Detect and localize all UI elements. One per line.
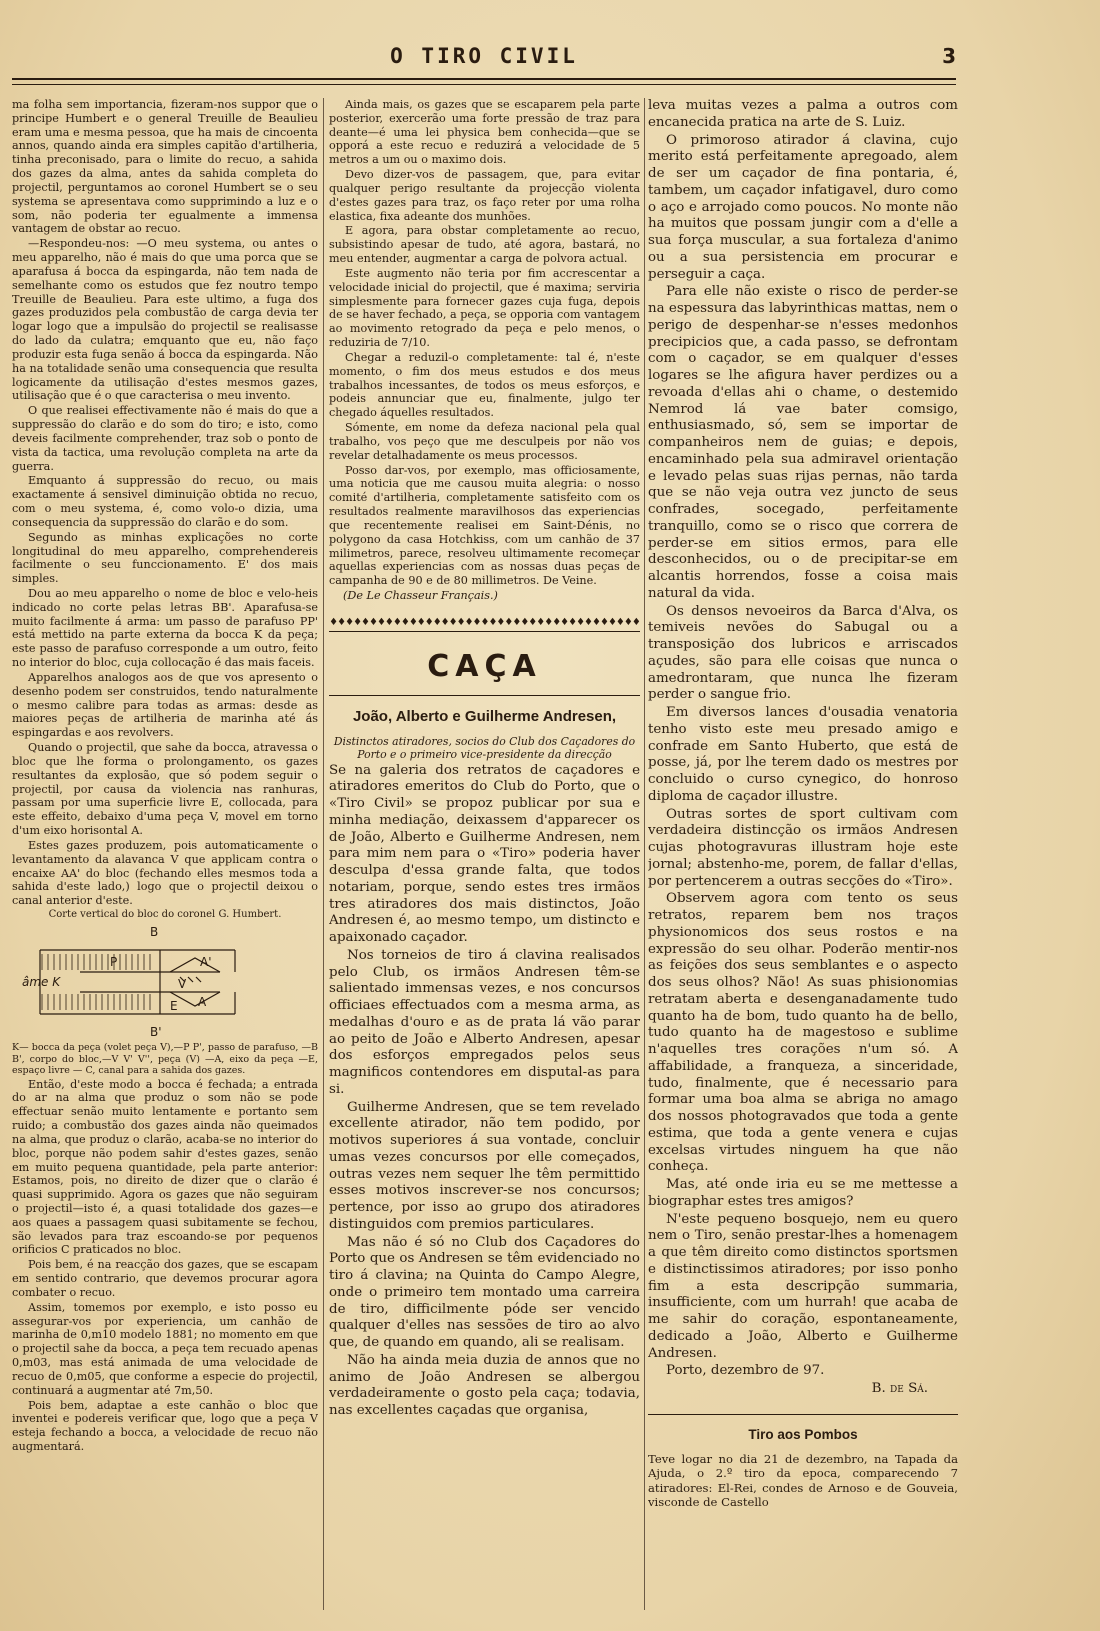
paragraph: leva muitas vezes a palma a outros com encanecida pratica na arte de S. Luiz. — [648, 98, 958, 130]
paragraph: Segundo as minhas explicações no corte longitudinal do meu apparelho, comprehendereis facilmente o seu funccionamento. E' dos mais simples. — [12, 530, 318, 586]
paragraph: Mas não é só no Club dos Caçadores do Porto que os Andresen se têm evidenciado no tiro á clavina; na Quinta do Campo Alegre, onde o primeiro tem montado uma carreira de tiro, difficilmente póde ser vencido qualquer d'elles nas sessões de tiro ao alvo que, de quando em quando, ali se realisam. — [329, 1234, 640, 1351]
ornament-divider: ♦♦♦♦♦♦♦♦♦♦♦♦♦♦♦♦♦♦♦♦♦♦♦♦♦♦♦♦♦♦♦♦♦♦♦♦♦♦♦ — [329, 617, 640, 632]
paragraph: Sómente, em nome da defeza nacional pela qual trabalho, vos peço que me desculpeis por não vos revelar detalhadamente os meus processos. — [329, 421, 640, 462]
paragraph: Pois bem, adaptae a este canhão o bloc que inventei e podereis verificar que, logo que a peça V esteja fechando a bocca, a velocidade de recuo não augmentará. — [12, 1398, 318, 1454]
paragraph: Chegar a reduzil-o completamente: tal é, n'este momento, o fim dos meus estudos e dos meus trabalhos incessantes, de todos os meus esforços, e podeis annunciar que eu, finalmente, julgo ter chegado áquelles resultados. — [329, 350, 640, 420]
paragraph: O que realisei effectivamente não é mais do que a suppressão do clarão e do som do tiro; e isto, como deveis facilmente comprehender, traz sob o ponto de vista da tactica, uma revolução completa na arte da guerra. — [12, 404, 318, 473]
author-signature: B. de Sá. — [871, 1381, 928, 1396]
paragraph: Pois bem, é na reacção dos gazes, que se escapam em sentido contrario, que devemos procurar agora combater o recuo. — [12, 1258, 318, 1299]
column-divider — [323, 98, 324, 1610]
paragraph: Quando o projectil, que sahe da bocca, atravessa o bloc que lhe forma o prolongamento, os gazes resultantes da explosão, que só podem seguir o projectil, por causa da violencia nas ranhuras, passam por uma superficie livre E, collocada, para este effeito, debaixo d'uma peça V, movel em torno d'um eixo horisontal A. — [12, 741, 318, 838]
article-body — [329, 763, 640, 1420]
paragraph: Não ha ainda meia duzia de annos que no animo de João Andresen se albergou verdadeiramente o gosto pela caça; todavia, nas excellentes caçadas que organisa, — [329, 1352, 640, 1419]
paragraph: Para elle não existe o risco de perder-se na espessura das labyrinthicas mattas, nem o perigo de despenhar-se n'esses medonhos precipicios que, a cada passo, se defrontam com o caçador, se em qualquer d'esses logares se lhe afigura haver perdizes ou a revoada d'ellas ahi o chame, o destemido Nemrod lá vae bater comsigo, enthusiasmado, só, sem se importar de companheiros nem de guias; e depois, encaminhado pela sua admiravel orientação e levado pelas suas rijas pernas, não tarda que se não veja outra vez juncto de seus confrades, socegado, perfeitamente tranquillo, como se o risco que correra de perder-se em sitios ermos, para elle desconhecidos, ou o de precipitar-se em alcantis horrendos, fosse a coisa mais natural da vida. — [648, 284, 958, 601]
figure-label-a-prime: A' — [200, 955, 212, 970]
paragraph: Dou ao meu apparelho o nome de bloc e velo-heis indicado no corte pelas letras BB'. Aparafusa-se muito facilmente á arma: um passo de parafuso PP' está mettido na parte externa da bocca K da peça; este passo de parafuso corresponde a um outro, feito no interior do bloc, cuja collocação é das mais faceis. — [12, 586, 318, 670]
article-title: João, Alberto e Guilherme Andresen, — [329, 695, 640, 727]
paragraph: Se na galeria dos retratos de caçadores e atiradores emeritos do Club do Porto, que o «Tiro Civil» se propoz publicar por sua e minha mediação, deixassem d'apparecer os de João, Alberto e Guilherme Andresen, nem para mim nem para o «Tiro» poderia haver desculpa d'essa grande falta, que todos notariam, porque, sendo estes tres irmãos tres atiradores dos mais distinctos, João Andresen é, ao mesmo tempo, um distincto e apaixonado caçador. — [329, 762, 640, 946]
paragraph: Nos torneios de tiro á clavina realisados pelo Club, os irmãos Andresen têm-se salientado immensas vezes, e nos concursos officiaes effectuados com a mesma arma, as medalhas d'ouro e as de prata lá vão parar ao peito de João e Alberto Andresen, apesar dos esforços empregados pelos seus magnificos contendores em disputal-as para si. — [329, 947, 640, 1097]
bloc-cross-section-figure — [20, 922, 310, 1042]
paragraph: Emquanto á suppressão do recuo, ou mais exactamente á sensivel diminuição obtida no recuo, com o meu systema, é, como volo-o dizia, uma consequencia da suppressão do clarão e do som. — [12, 474, 318, 529]
paragraph: —Respondeu-nos: —O meu systema, ou antes o meu apparelho, não é mais do que uma porca que se aparafusa á bocca da espingarda, não tem nada de semelhante como os estudos que fez noutro tempo Treuille de Beaulieu. Para este ultimo, a fuga dos gazes produzidos pela combustão de carga devia ter logar logo que a impulsão do projectil se realisasse do lado da culatra; emquanto que eu, não faço produzir esta fuga senão á bocca da espingarda. Não ha na totalidade senão uma consequencia que resulta logicamente da utilisação d'estes mesmos gazes, utilisação que é o que caracterisa o meu invento. — [12, 237, 318, 403]
column-3 — [648, 98, 958, 1610]
column-divider — [644, 98, 645, 1610]
newspaper-title: O TIRO CIVIL — [390, 44, 578, 68]
section-title-caca: CAÇA — [427, 649, 542, 685]
paragraph: Em diversos lances d'ousadia venatoria tenho visto este meu presado amigo e confrade em Santo Huberto, que está de posse, já, por lhe terem dado os mestres por concluido o curso cynegico, do honroso diploma de caçador illustre. — [648, 705, 958, 804]
subsection-title: Tiro aos Pombos — [648, 1414, 958, 1444]
page-header — [12, 36, 956, 76]
page-number: 3 — [942, 44, 956, 68]
figure-label-v: V — [178, 977, 187, 992]
figure-legend: K— bocca da peça (volet peça V),—P P', passo de parafuso, —B B', corpo do bloc,—V V' V'', peça (V) —A, eixo da peça —E, espaço livre — C, canal para a sahida dos gazes. — [12, 1042, 318, 1077]
paragraph: Estes gazes produzem, pois automaticamente o levantamento da alavanca V que applicam contra o encaixe AA' do bloc (fechando elles mesmos toda a sahida d'este lado,) logo que o projectil deixou o canal anterior d'este. — [12, 838, 318, 908]
paragraph: Apparelhos analogos aos de que vos apresento o desenho podem ser construidos, tendo naturalmente o mesmo calibre para todas as armas: desde as maiores peças de artilheria de marinha até ás espingardas e aos revolvers. — [12, 670, 318, 740]
column-2 — [329, 98, 640, 1610]
paragraph: O primoroso atirador á clavina, cujo merito está perfeitamente apregoado, alem de ser um caçador de fina pontaria, é, tambem, um caçador infatigavel, duro como o aço e arrojado como poucos. No monte não ha muitos que possam jungir com a d'elle a sua força muscular, a sua fortaleza d'animo ou a sua persistencia em procurar e perseguir a caça. — [648, 132, 958, 282]
article-subtitle: Distinctos atiradores, socios do Club dos Caçadores do Porto e o primeiro vice-presidente da direcção — [333, 734, 636, 762]
paragraph: N'este pequeno bosquejo, nem eu quero nem o Tiro, senão prestar-lhes a homenagem a que têm direito como distinctos sportsmen e distinctissimos atiradores; por isso ponho fim a esta descripção summaria, insufficiente, com um hurrah! que acaba de me sahir do coração, espontaneamente, dedicado a João, Alberto e Guilherme Andresen. — [648, 1211, 958, 1361]
paragraph: Mas, até onde iria eu se me mettesse a biographar estes tres amigos? — [648, 1177, 958, 1209]
paragraph: Guilherme Andresen, que se tem revelado excellente atirador, não tem podido, por motivos superiores á sua vontade, concluir umas vezes concursos por elle começados, outras vezes nem sequer lhe têm permittido esses motivos inscrever-se nos concursos; pertence, por isso ao grupo dos atiradores distinguidos com premios particulares. — [329, 1099, 640, 1232]
header-rule — [12, 78, 956, 80]
paragraph: E agora, para obstar completamente ao recuo, subsistindo apesar de tudo, até agora, bastará, no meu entender, augmentar a carga de polvora actual. — [329, 224, 640, 266]
paragraph: Então, d'este modo a bocca é fechada; a entrada do ar na alma que produz o som não se pode effectuar senão muito lentamente e portanto sem ruido; a combustão dos gazes ainda não queimados na alma, que produz o clarão, acaba-se no interior do bloc, porque não podem sahir d'estes gazes, senão em muito pequena quantidade, pela parte anterior: Estamos, pois, no direito de dizer que o clarão é quasi supprimido. Agora os gazes que não seguiram o projectil—isto é, a quasi totalidade dos gazes—e aos quaes a passagem quasi subitamente se fechou, são levados para traz escoando-se por pequenos orificios C praticados no bloc. — [12, 1077, 318, 1257]
figure-caption: Corte vertical do bloc do coronel G. Humbert. — [48, 909, 282, 921]
figure-label-ame-k: âme K — [22, 975, 61, 990]
paragraph: Observem agora com tento os seus retratos, reparem bem nos traços physionomicos dos seus rostos e na expressão do seu olhar. Poderão mentir-nos as feições dos seus semblantes e o aspecto dos seus olhos? Não! As suas phisionomias retratam aberta e desenganadamente tudo quanto ha de bom, tudo quanto ha de bello, tudo quanto ha de magestoso e sublime n'aquelles tres corações n'um só. A affabilidade, a franqueza, a sinceridade, tudo, finalmente, que é necessario para formar uma boa alma se abriga no amago dos nossos photogravados que toda a gente estima, que toda a gente venera e cujas excelsas virtudes ninguem ha que não conheça. — [648, 891, 958, 1175]
figure-label-e: E — [170, 999, 178, 1014]
figure-label-b: B — [150, 925, 159, 940]
figure-label-a: A — [198, 995, 207, 1010]
paragraph: Devo dizer-vos de passagem, que, para evitar qualquer perigo resultante da projecção violenta d'estes gazes para traz, os faço reter por uma rolha elastica, fixa adeante dos munhões. — [329, 168, 640, 223]
paragraph: Posso dar-vos, por exemplo, mas officiosamente, uma noticia que me causou muita alegria: o nosso comité d'artilheria, completamente satisfeito com os resultados realmente maravilhosos das experiencias que recentemente realisei em Saint-Dénis, no polygono da casa Hotchkiss, com um canhão de 37 milimetros, parece, resolveu ultimamente recomeçar aquellas experiencias com as nossas duas peças de campanha de 90 e de 80 millimetros. De Veine. — [329, 463, 640, 588]
paragraph: ma folha sem importancia, fizeram-nos suppor que o principe Humbert e o general Treuille de Beaulieu eram uma e mesma pessoa, que ha mais de cincoenta annos, quando ainda era simples capitão d'artilheria, tinha preconisado, para o limite do recuo, a sahida dos gazes da alma, antes da sahida completa do projectil, perguntamos ao coronel Humbert se o seu systema se apresentava como supprimindo a luz e o som, não poderia ter egualmente a immensa vantagem de obstar ao recuo. — [12, 98, 318, 236]
paragraph: Teve logar no dia 21 de dezembro, na Tapada da Ajuda, o 2.º tiro da epoca, comparecendo 7 atiradores: El-Rei, condes de Arnoso e de Gouveia, visconde de Castello — [648, 1451, 958, 1510]
header-rule-thin — [12, 84, 956, 85]
paragraph: Ainda mais, os gazes que se escaparem pela parte posterior, exercerão uma forte pressão de traz para deante—é uma lei physica bem conhecida—que se opporá a este recuo e reduzirá a velocidade de 5 metros a um ou o maximo dois. — [329, 98, 640, 167]
column-1 — [12, 98, 318, 1610]
paragraph: Este augmento não teria por fim accrescentar a velocidade inicial do projectil, que é maxima; serviria simplesmente para fornecer gazes cuja fuga, depois de se haver fechado, a peça, se opporia com vantagem ao movimento retogrado da peça e pelo menos, o reduziria de 7/10. — [329, 266, 640, 350]
paragraph: Outras sortes de sport cultivam com verdadeira distincção os irmãos Andresen cujas photogravuras illustram hoje este jornal; abstenho-me, porem, de fallar d'ellas, por pertencerem a outras secções do «Tiro». — [648, 806, 958, 889]
figure-label-p: P — [110, 955, 118, 970]
source-credit: (De Le Chasseur Français.) — [343, 588, 498, 602]
paragraph: Assim, tomemos por exemplo, e isto posso eu assegurar-vos por experiencia, um canhão de marinha de 0,m10 modelo 1881; no momento em que o projectil sahe da bocca, a peça tem recuado apenas 0,m03, mas está animada de uma velocidade de recuo de 0,m05, que conforme a especie do projectil, continuará a augmentar até 7m,50. — [12, 1300, 318, 1397]
paragraph: Os densos nevoeiros da Barca d'Alva, os temiveis nevões do Sabugal ou a transposição dos lubricos e arriscados açudes, são para elle coisas que nunca o amedrontaram, que nunca lhe fizeram perder o sangue frio. — [648, 603, 958, 703]
figure-label-b-prime: B' — [150, 1025, 162, 1040]
dateline: Porto, dezembro de 97. — [666, 1363, 825, 1379]
